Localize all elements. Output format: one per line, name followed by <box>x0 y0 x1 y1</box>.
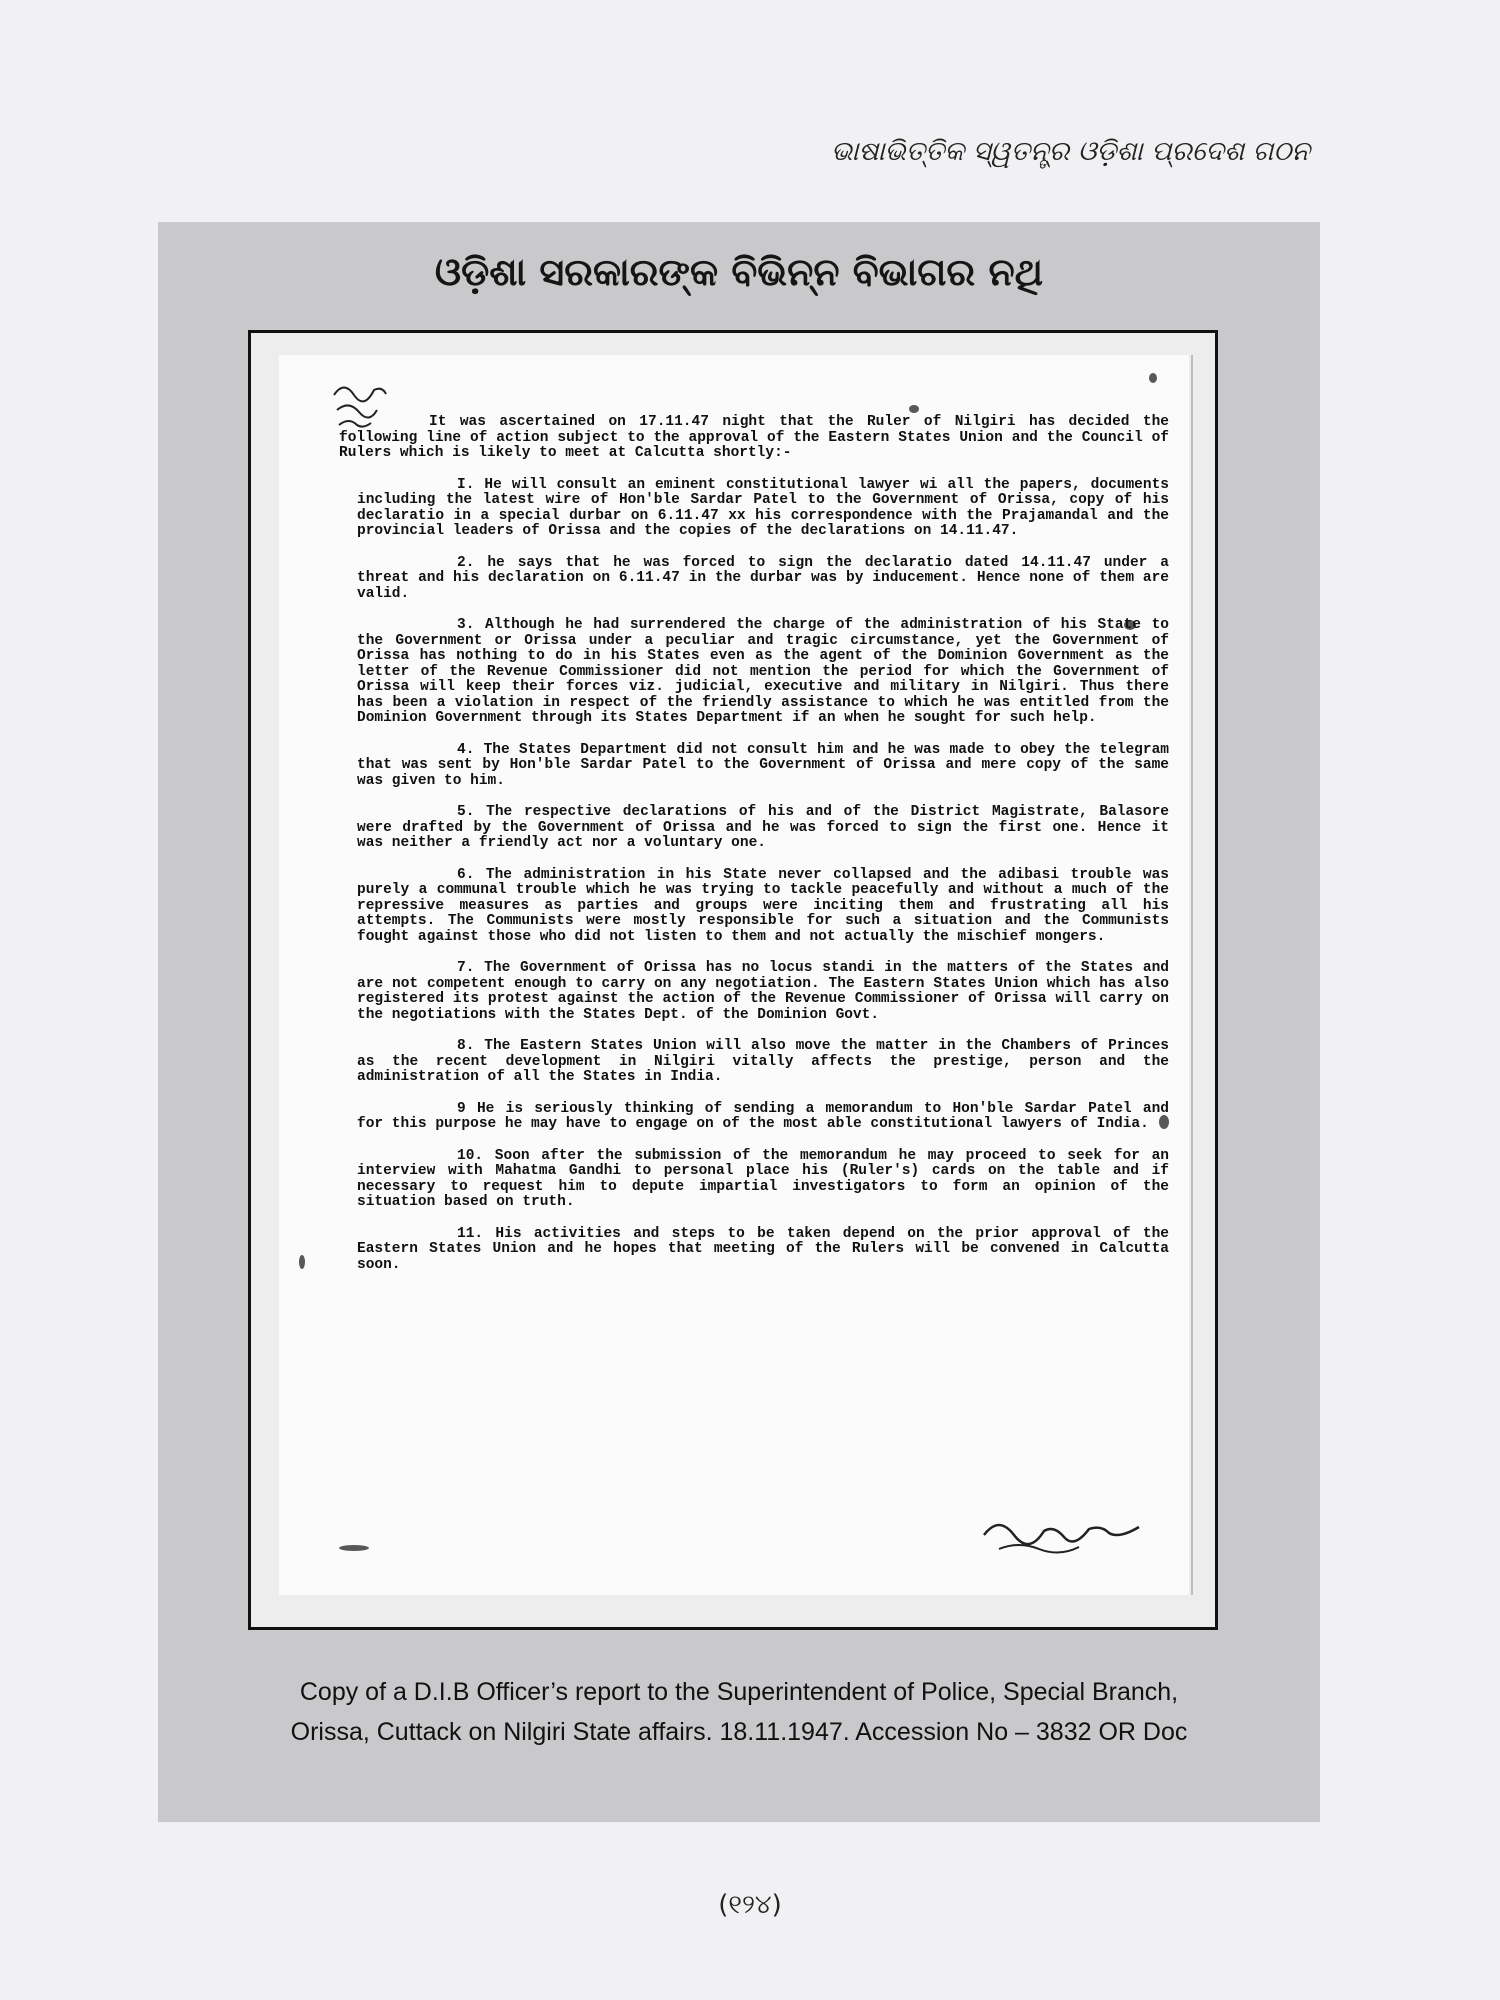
panel-title: ଓଡ଼ିଶା ସରକାରଙ୍କ ବିଭିନ୍ନ ବିଭାଗର ନଥି <box>434 250 1044 294</box>
item-4: 4. The States Department did not consult him and he was made to obey the telegram that was sent by Hon'ble Sardar Patel to the Government of Orissa and mere copy of the same was given to him. <box>357 741 1178 789</box>
caption-line-2: Orissa, Cuttack on Nilgiri State affairs. 18.11.1947. Accession No – 3832 OR Doc <box>290 1718 1188 1746</box>
item-1: I. He will consult an eminent constitutional lawyer wi all the papers, documents including the latest wire of Hon'ble Sardar Patel to the Government of Orissa, copy of his declaratio in a special durbar on 6.11.47 xx his correspondence with the Prajamandal and the provincial leaders of Orissa and the copies of the declarations on 14.11.47. <box>357 476 1178 539</box>
document-text <box>339 414 1178 1289</box>
item-5: 5. The respective declarations of his and of the District Magistrate, Balasore were drafted by the Government of Orissa and he was forced to sign the first one. Hence it was neither a friendly act nor a voluntary one. <box>357 804 1178 851</box>
item-6: 6. The administration in his State never collapsed and the adibasi trouble was purely a communal trouble which he was trying to tackle peacefully and without a much of the repressive measures as parties and groups were inciting them and frustrating all his attempts. The Communists were mostly responsible for such a situation and the Communists fought against those who did not listen to them and not actually the mischief mongers. <box>357 866 1178 945</box>
figure-caption <box>158 1672 1320 1752</box>
ink-stain <box>1149 373 1157 383</box>
signature-icon <box>979 1505 1149 1555</box>
item-7: 7. The Government of Orissa has no locus standi in the matters of the States and are not competent enough to carry on any negotiation. The Eastern States Union which has also registered its protest against the action of the Revenue Commissioner of Orissa will carry on the negotiations with the States Dept. of the Dominion Govt. <box>357 960 1178 1023</box>
ink-stain <box>909 405 919 413</box>
document-panel <box>158 222 1320 1822</box>
item-9: 9 He is seriously thinking of sending a memorandum to Hon'ble Sardar Patel and for this purpose he may have to engage on of the most able constitutional lawyers of India. <box>357 1100 1178 1132</box>
item-3: 3. Although he had surrendered the charge of the administration of his State to the Government or Orissa under a peculiar and tragic circumstance, yet the Government of Orissa has nothing to do in his States even as the agent of the Dominion Government as the letter of the Revenue Commissioner did not mention the period for which the Government of Orissa will keep their forces viz. judicial, executive and military in Nilgiri. Thus there has been a violation in respect of the friendly assistance to which he was entitled from the Dominion Government through its States Department if an when he sought for such help. <box>357 617 1178 726</box>
running-header: ଭାଷାଭିତ୍ତିକ ସ୍ୱତନ୍ତ୍ର ଓଡ଼ିଶା ପ୍ରଦେଶ ଗଠନ <box>831 136 1310 167</box>
item-2: 2. he says that he was forced to sign the declaratio dated 14.11.47 under a threat and his declaration on 6.11.47 in the durbar was by inducement. Hence none of them are valid. <box>357 554 1178 602</box>
item-11: 11. His activities and steps to be taken depend on the prior approval of the Eastern States Union and he hopes that meeting of the Rulers will be convened in Calcutta soon. <box>357 1225 1178 1273</box>
page-edge <box>1191 355 1193 1595</box>
caption-line-1: Copy of a D.I.B Officer’s report to the Superintendent of Police, Special Branch, <box>299 1678 1179 1706</box>
item-8: 8. The Eastern States Union will also move the matter in the Chambers of Princes as the recent development in Nilgiri vitally affects the prestige, person and the administration of all the States in India. <box>357 1038 1178 1085</box>
document-frame <box>248 330 1218 1630</box>
page-number: (୧୨୪) <box>718 1890 782 1920</box>
intro-paragraph: It was ascertained on 17.11.47 night that the Ruler of Nilgiri has decided the following line of action subject to the approval of the Eastern States Union and the Council of Rulers which is likely to meet at Calcutta shortly:- <box>339 414 1178 461</box>
item-10: 10. Soon after the submission of the memorandum he may proceed to seek for an interview with Mahatma Gandhi to personal place his (Ruler's) cards on the table and if necessary to request him to depute impartial investigators to form an opinion of the situation based on truth. <box>357 1147 1178 1210</box>
ink-stain <box>339 1545 369 1551</box>
scanned-document <box>279 355 1189 1595</box>
ink-stain <box>299 1255 305 1269</box>
